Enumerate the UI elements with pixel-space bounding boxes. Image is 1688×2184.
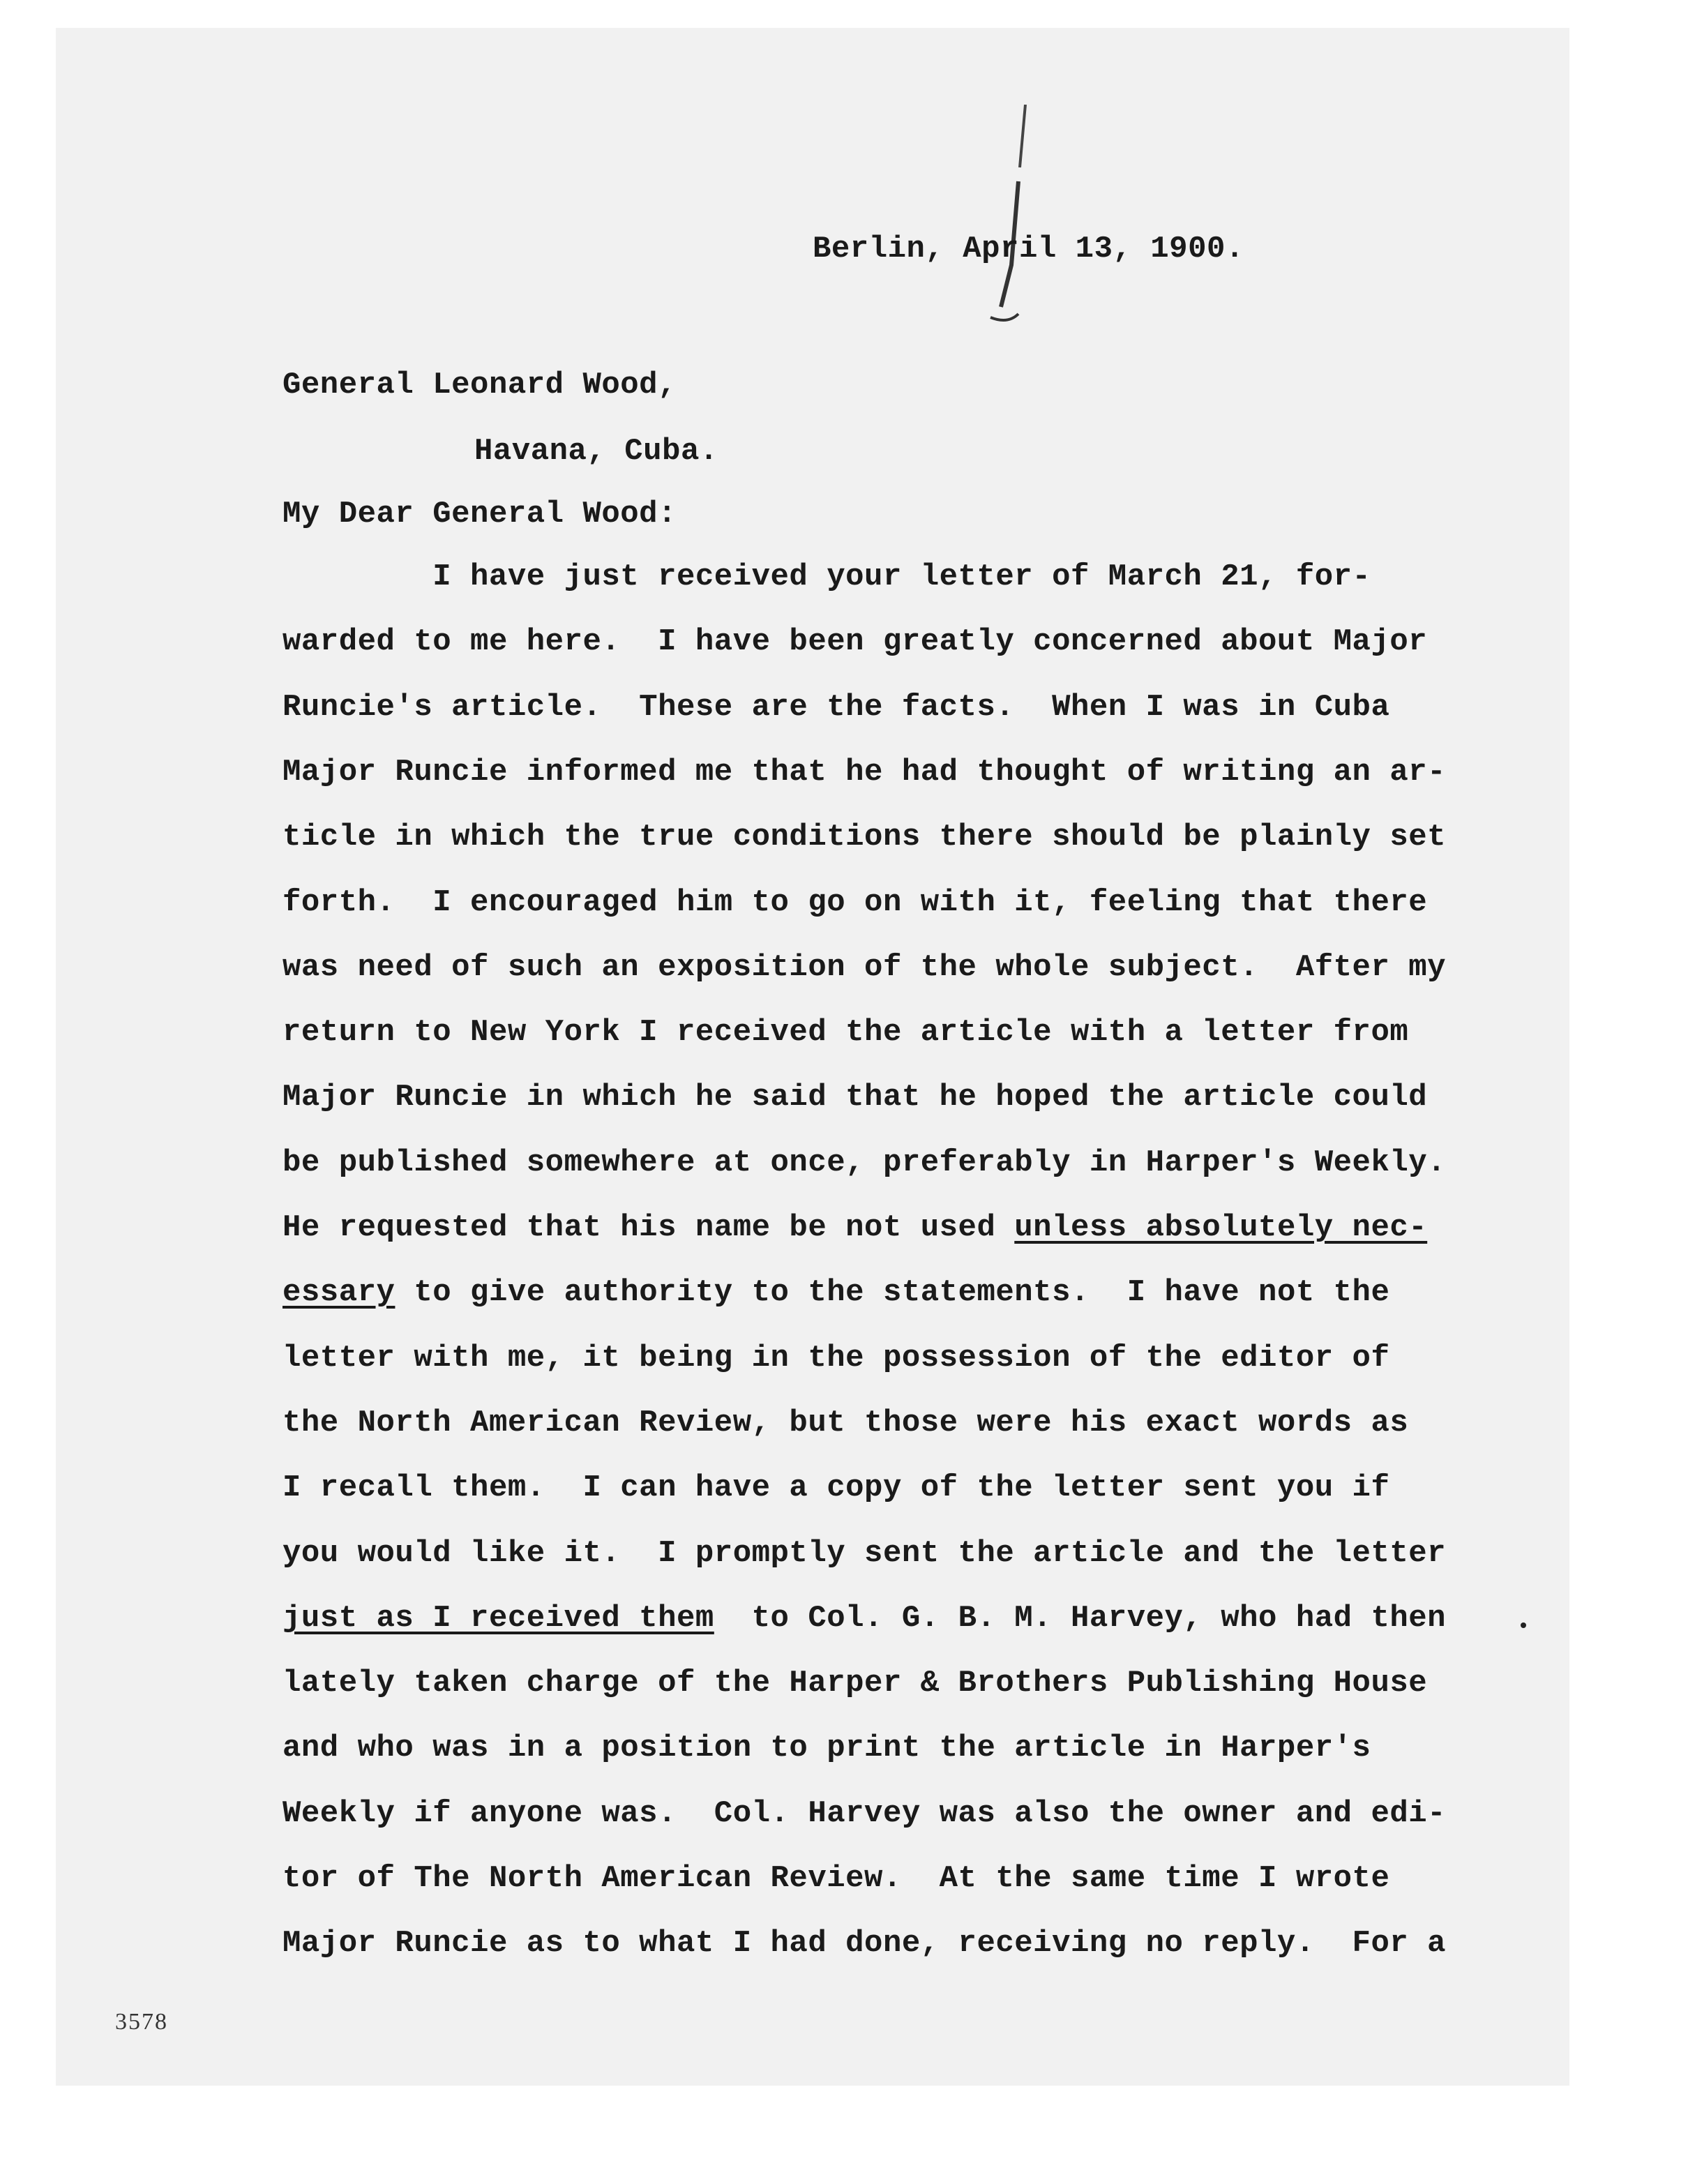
body-line: [282, 1863, 1389, 1894]
body-text: lately taken charge of the Harper & Brothers Publishing House: [282, 1666, 1428, 1701]
underlined-text: unless absolutely nec-: [1014, 1210, 1428, 1245]
body-text: Major Runcie informed me that he had thought of writing an ar-: [282, 755, 1447, 790]
body-line: [282, 1341, 1390, 1376]
body-text: was need of such an exposition of the whole subject. After my: [282, 950, 1447, 985]
body-line: [282, 1277, 1389, 1308]
body-text: Major Runcie as to what I had done, receiving no reply. For a: [282, 1926, 1447, 1961]
body-text: ticle in which the true conditions there should be plainly set: [282, 820, 1447, 854]
body-line: [282, 1668, 1427, 1699]
body-line: [282, 626, 1427, 657]
body-text: the North American Review, but those were his exact words as: [282, 1406, 1409, 1440]
body-text: return to New York I received the article with a letter from: [282, 1015, 1409, 1050]
body-line: [282, 887, 1427, 918]
stray-dot: [1521, 1622, 1526, 1628]
body-text: letter with me, it being in the possession of the editor of: [282, 1341, 1390, 1376]
salutation: My Dear General Wood:: [282, 497, 677, 532]
body-text: Runcie's article. These are the facts. When I was in Cuba: [282, 690, 1390, 725]
body-line: [282, 1733, 1371, 1763]
body-text: tor of The North American Review. At the same time I wrote: [282, 1861, 1390, 1896]
body-line: [282, 559, 1371, 594]
body-text: I recall them. I can have a copy of the letter sent you if: [282, 1470, 1390, 1505]
body-line: [282, 952, 1446, 983]
recipient-place: Havana, Cuba.: [474, 434, 718, 469]
body-line: [282, 1470, 1390, 1505]
body-text: to Col. G. B. M. Harvey, who had then: [714, 1601, 1447, 1636]
body-line: [282, 1212, 1427, 1243]
body-line: [282, 1082, 1427, 1113]
body-line: [282, 1798, 1446, 1829]
letter-date: Berlin, April 13, 1900.: [813, 232, 1244, 266]
body-text: and who was in a position to print the article in Harper's: [282, 1731, 1371, 1765]
body-text: you would like it. I promptly sent the article and the letter: [282, 1536, 1447, 1571]
body-text: forth. I encouraged him to go on with it, feeling that there: [282, 885, 1428, 920]
body-text: Major Runcie in which he said that he hoped the article could: [282, 1080, 1428, 1115]
body-line: [282, 1538, 1446, 1569]
body-text: to give authority to the statements. I have not the: [395, 1275, 1390, 1310]
underlined-text: essary: [282, 1275, 395, 1310]
recipient-name: General Leonard Wood,: [282, 368, 677, 402]
body-line: [282, 1603, 1446, 1634]
body-text: warded to me here. I have been greatly concerned about Major: [282, 624, 1428, 659]
body-text: be published somewhere at once, preferably in Harper's Weekly.: [282, 1145, 1447, 1180]
body-line: [282, 1928, 1446, 1959]
body-line: [282, 1147, 1446, 1178]
body-line: [282, 757, 1446, 788]
body-line: [282, 1408, 1408, 1438]
body-text: I have just received your letter of March 21, for-: [282, 559, 1371, 594]
underlined-text: just as I received them: [282, 1601, 714, 1636]
body-line: [282, 822, 1446, 852]
body-text: Weekly if anyone was. Col. Harvey was also the owner and edi-: [282, 1796, 1447, 1831]
body-line: [282, 1017, 1408, 1048]
document-number: 3578: [115, 2009, 168, 2035]
body-text: He requested that his name be not used: [282, 1210, 1015, 1245]
pencil-check-mark: [942, 105, 1081, 328]
letter-page: [56, 28, 1569, 2086]
body-line: [282, 692, 1389, 723]
